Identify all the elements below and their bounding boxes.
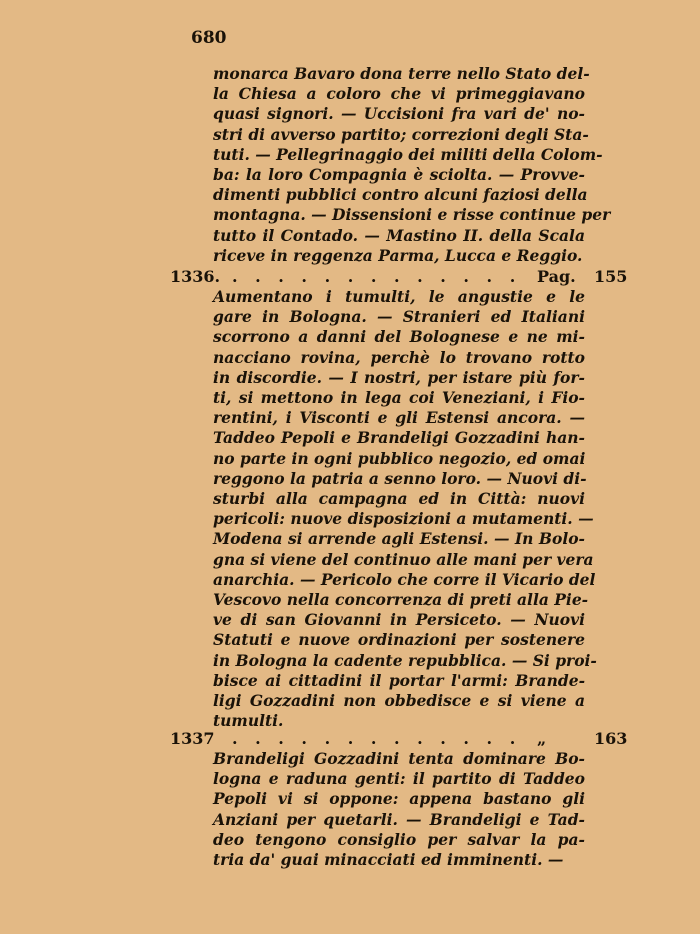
entry-header-1336 bbox=[170, 267, 628, 287]
text-line: in discordie. — I nostri, per istare più for- bbox=[213, 367, 585, 387]
text-line: Anziani per quetarli. — Brandeligi e Tad- bbox=[213, 809, 585, 829]
text-line: Pepoli vi si oppone: appena bastano gli bbox=[213, 789, 585, 809]
text-line: monarca Bavaro dona terre nello Stato del- bbox=[213, 64, 590, 83]
text-line: Brandeligi Gozzadini tenta dominare Bo- bbox=[213, 749, 585, 768]
text-line: nacciano rovina, perchè lo trovano rotto bbox=[213, 347, 585, 367]
summary-block-1337 bbox=[213, 749, 585, 870]
text-line: in Bologna la cadente repubblica. — Si proi- bbox=[213, 650, 597, 670]
ditto-mark: „ bbox=[537, 729, 547, 748]
page-label: Pag. bbox=[537, 267, 576, 286]
text-line: ve di san Giovanni in Persiceto. — Nuovi bbox=[213, 610, 585, 630]
text-line: anarchia. — Pericolo che corre il Vicario del bbox=[213, 569, 596, 589]
text-line: bisce ai cittadini il portar l'armi: Brande- bbox=[213, 670, 585, 690]
entry-header-1337 bbox=[170, 729, 628, 749]
text-line: pericoli: nuove disposizioni a mutamenti. — bbox=[213, 509, 594, 529]
text-line: sturbi alla campagna ed in Città: nuovi bbox=[213, 489, 585, 509]
text-line: dimenti pubblici contro alcuni faziosi della bbox=[213, 185, 588, 205]
text-line: riceve in reggenza Parma, Lucca e Reggio. bbox=[213, 245, 583, 265]
text-line: ba: la loro Compagnia è sciolta. — Provve- bbox=[213, 165, 585, 185]
text-line: no parte in ogni pubblico negozio, ed omai bbox=[213, 448, 586, 468]
text-line: ligi Gozzadini non obbedisce e si viene a bbox=[213, 691, 585, 711]
entry-year: 1337 bbox=[170, 729, 215, 748]
page-reference: 155 bbox=[594, 267, 628, 286]
text-line: montagna. — Dissensioni e risse continue per bbox=[213, 205, 611, 225]
text-line: logna e raduna genti: il partito di Taddeo bbox=[213, 769, 585, 789]
text-line: tutto il Contado. — Mastino II. della Scala bbox=[213, 225, 585, 245]
text-line: Modena si arrende agli Estensi. — In Bolo- bbox=[213, 529, 585, 549]
text-line: Aumentano i tumulti, le angustie e le bbox=[213, 287, 585, 306]
text-line: Statuti e nuove ordinazioni per sostenere bbox=[213, 630, 585, 650]
text-line: Taddeo Pepoli e Brandeligi Gozzadini han- bbox=[213, 428, 585, 448]
text-line: la Chiesa a coloro che vi primeggiavano bbox=[213, 84, 585, 104]
text-line: tumulti. bbox=[213, 711, 284, 731]
text-line: Vescovo nella concorrenza di preti alla Pie- bbox=[213, 590, 589, 610]
leader-dots: . . . . . . . . . . . . . bbox=[232, 729, 522, 748]
summary-block-1335 bbox=[213, 64, 611, 266]
text-line: deo tengono consiglio per salvar la pa- bbox=[213, 829, 585, 849]
text-line: gna si viene del continuo alle mani per vera bbox=[213, 549, 594, 569]
summary-block-1336 bbox=[213, 287, 597, 731]
text-line: tuti. — Pellegrinaggio dei militi della Colom- bbox=[213, 144, 603, 164]
entry-year: 1336. bbox=[170, 267, 221, 286]
text-line: tria da' guai minacciati ed imminenti. — bbox=[213, 850, 564, 870]
text-line: stri di avverso partito; correzioni degli Sta- bbox=[213, 124, 589, 144]
text-line: reggono la patria a senno loro. — Nuovi di- bbox=[213, 468, 587, 488]
page-reference: 163 bbox=[594, 729, 628, 748]
text-line: scorrono a danni del Bolognese e ne mi- bbox=[213, 327, 585, 347]
text-line: quasi signori. — Uccisioni fra vari de' no- bbox=[213, 104, 585, 124]
text-line: gare in Bologna. — Stranieri ed Italiani bbox=[213, 307, 585, 327]
text-line: rentini, i Visconti e gli Estensi ancora. — bbox=[213, 408, 585, 428]
text-line: ti, si mettono in lega coi Veneziani, i Fio- bbox=[213, 388, 585, 408]
leader-dots: . . . . . . . . . . . . . bbox=[232, 267, 522, 286]
page-number: 680 bbox=[191, 28, 227, 48]
